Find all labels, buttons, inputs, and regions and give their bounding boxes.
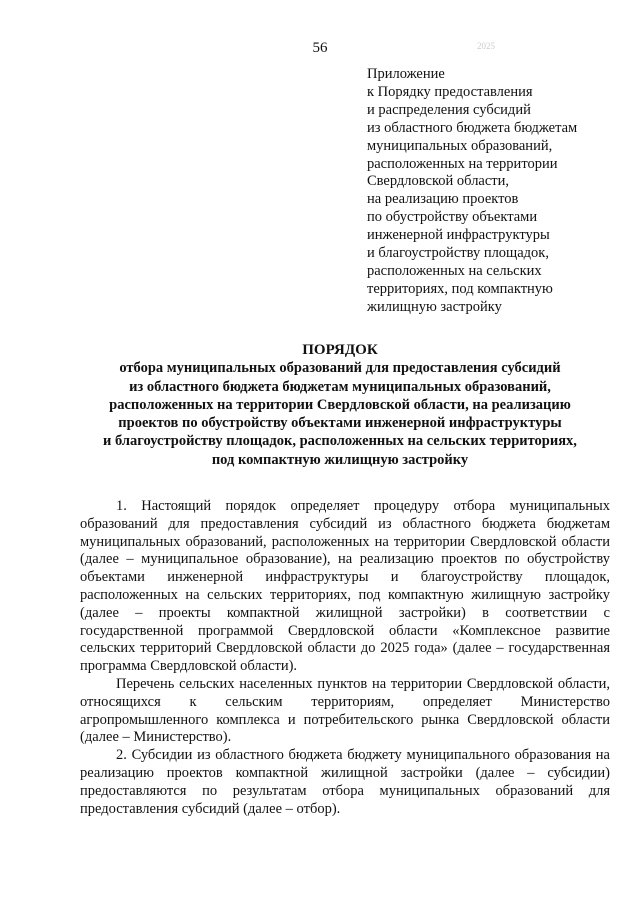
appendix-line: и благоустройству площадок, xyxy=(367,245,549,262)
appendix-line: на реализацию проектов xyxy=(367,191,519,208)
appendix-line: муниципальных образований, xyxy=(367,137,553,154)
title-subtitle-line: проектов по обустройству объектами инженерной инфраструктуры xyxy=(118,415,562,432)
body-text xyxy=(80,498,610,818)
title-subtitle-line: под компактную жилищную застройку xyxy=(211,451,469,468)
appendix-line: инженерной инфраструктуры xyxy=(367,227,550,244)
appendix-line: Свердловской области, xyxy=(367,173,510,190)
title-main: ПОРЯДОК xyxy=(302,342,378,358)
appendix-line: и распределения субсидий xyxy=(367,101,531,118)
page-number: 56 xyxy=(312,40,328,56)
paragraph-1: 1. Настоящий порядок определяет процедуру отбора муниципальных образований для предоставления субсидий из областного бюджета бюджетам муниципальных образований, расположенных на территории Свердловской области (далее – муниципальное образование), на реализацию проектов по обустройству объектами инженерной инфраструктуры и благоустройству площадок, расположенных на сельских территориях, под компактную жилищную застройку (далее – проекты компактной жилищной застройки) в соответствии с государственной программой Свердловской области «Комплексное развитие сельских территорий Свердловской области до 2025 года» (далее – государственная программа Свердловской области). xyxy=(80,498,610,675)
appendix-line: жилищную застройку xyxy=(367,298,502,315)
appendix-header xyxy=(367,66,627,317)
title-subtitle-line: расположенных на территории Свердловской области, на реализацию xyxy=(109,396,571,413)
paragraph-2: Перечень сельских населенных пунктов на территории Свердловской области, относящихся к сельским территориям, определяет Министерство агропромышленного комплекса и потребительского рынка Свердловской области (далее – Министерство). xyxy=(80,675,610,746)
title-subtitle-line: и благоустройству площадок, расположенных на сельских территориях, xyxy=(103,433,577,450)
appendix-line: из областного бюджета бюджетам xyxy=(367,119,578,136)
appendix-line: расположенных на территории xyxy=(367,155,558,172)
title-subtitle-line: отбора муниципальных образований для предоставления субсидий xyxy=(119,360,561,377)
appendix-line: к Порядку предоставления xyxy=(367,83,533,100)
appendix-line: по обустройству объектами xyxy=(367,209,538,226)
paragraph-3: 2. Субсидии из областного бюджета бюджету муниципального образования на реализацию проектов компактной жилищной застройки (далее – субсидии) предоставляются по результатам отбора муниципальных образований для предоставления субсидий (далее – отбор). xyxy=(80,747,610,817)
faint-year-mark: 2025 xyxy=(477,41,495,51)
appendix-line: Приложение xyxy=(367,66,445,82)
document-title xyxy=(60,341,620,469)
title-subtitle-line: из областного бюджета бюджетам муниципальных образований, xyxy=(129,378,551,395)
appendix-line: территориях, под компактную xyxy=(367,280,553,297)
appendix-line: расположенных на сельских xyxy=(367,262,542,279)
